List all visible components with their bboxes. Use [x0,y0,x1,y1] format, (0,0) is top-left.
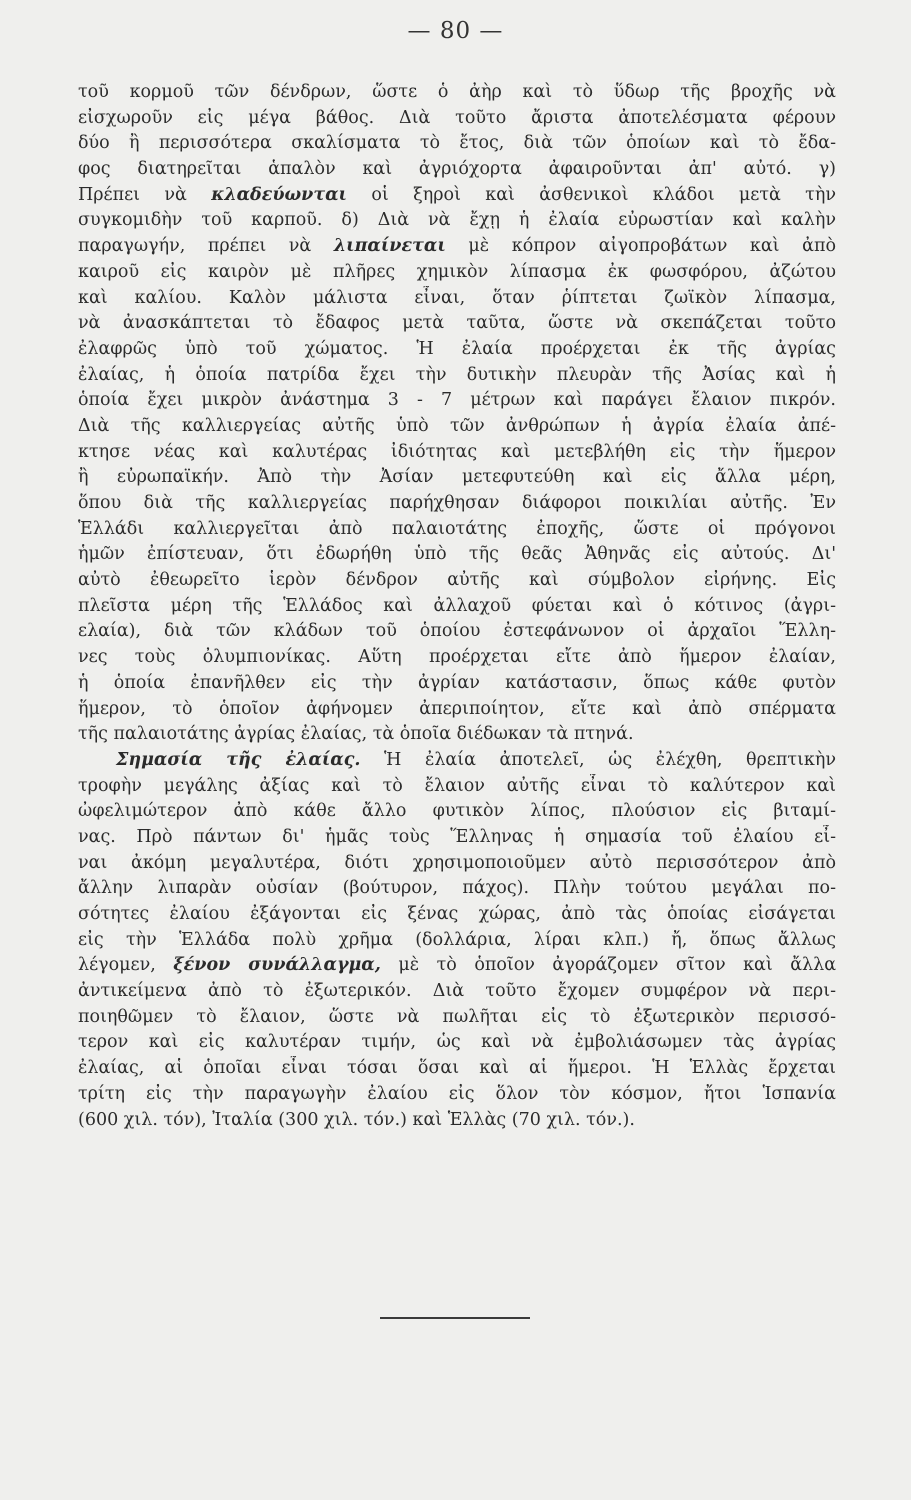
body-text [78,80,836,1133]
text-line [78,748,836,774]
text-line: ἐλαίας, αἱ ὁποῖαι εἶναι τόσαι ὅσαι καὶ αἱ ἥμεροι. Ἡ Ἑλλὰς ἔρχεται [78,1058,836,1079]
text-line: αὐτὸ ἐθεωρεῖτο ἱερὸν δένδρον αὐτῆς καὶ σύμβολον εἰρήνης. Εἰς [78,570,836,591]
text-line: νὰ ἀνασκάπτεται τὸ ἔδαφος μετὰ ταῦτα, ὥστε νὰ σκεπάζεται τοῦτο [78,313,836,334]
text-line: ἥμερον, τὸ ὁποῖον ἀφήνομεν ἀπεριποίητον, εἴτε καὶ ἀπὸ σπέρματα [78,698,836,719]
text-line: σότητες ἐλαίου ἐξάγονται εἰς ξένας χώρας, ἀπὸ τὰς ὁποίας εἰσάγεται [78,904,836,924]
text-segment: παραγωγήν, πρέπει νὰ [78,236,334,257]
emphasized-term: ξένον συνάλλαγμα, [173,955,381,976]
text-line: καιροῦ εἰς καιρὸν μὲ πλῆρες χημικὸν λίπασμα ἐκ φωσφόρου, ἀζώτου [78,261,836,282]
text-line: εἰς τὴν Ἑλλάδα πολὺ χρῆμα (δολλάρια, λίραι κλπ.) ἤ, ὅπως ἄλλως [78,929,836,950]
text-segment: Πρέπει νὰ [78,184,212,205]
text-line: τοῦ κορμοῦ τῶν δένδρων, ὥστε ὁ ἀὴρ καὶ τὸ ὕδωρ τῆς βροχῆς νὰ [78,82,836,102]
text-segment: οἱ ξηροὶ καὶ ἀσθενικοὶ κλάδοι μετὰ τὴν [347,184,836,205]
emphasized-term: Σημασία τῆς ἐλαίας. [116,749,361,770]
text-line: εἰσχωροῦν εἰς μέγα βάθος. Διὰ τοῦτο ἄριστα ἀποτελέσματα φέρουν [78,107,836,128]
paragraph-olive-cultivation [78,80,836,748]
text-line: ναι ἀκόμη μεγαλυτέρα, διότι χρησιμοποιοῦμεν αὐτὸ περισσότερον ἀπὸ [78,852,836,873]
paragraph-olive-importance [78,748,836,1133]
emphasized-term: κλαδεύωνται [211,184,348,205]
text-line: Διὰ τῆς καλλιεργείας αὐτῆς ὑπὸ τῶν ἀνθρώπων ἡ ἀγρία ἐλαία ἀπέ- [78,415,836,436]
text-line: Ἑλλάδι καλλιεργεῖται ἀπὸ παλαιοτάτης ἐποχῆς, ὥστε οἱ πρόγονοι [78,518,836,539]
text-line: νες τοὺς ὀλυμπιονίκας. Αὕτη προέρχεται εἴτε ἀπὸ ἥμερον ἐλαίαν, [78,647,836,668]
end-rule [380,1317,530,1319]
text-line: ὁποία ἔχει μικρὸν ἀνάστημα 3 - 7 μέτρων καὶ παράγει ἔλαιον πικρόν. [78,390,836,411]
text-line: τερον καὶ εἰς καλυτέραν τιμήν, ὡς καὶ νὰ ἐμβολιάσωμεν τὰς ἀγρίας [78,1032,836,1053]
text-line: ἐλαφρῶς ὑπὸ τοῦ χώματος. Ἡ ἐλαία προέρχεται ἐκ τῆς ἀγρίας [78,338,836,359]
text-line: φος διατηρεῖται ἁπαλὸν καὶ ἀγριόχορτα ἀφαιροῦνται ἀπ' αὐτό. γ) [78,159,836,180]
text-line: ἢ εὐρωπαϊκήν. Ἀπὸ τὴν Ἀσίαν μετεφυτεύθη καὶ εἰς ἄλλα μέρη, [78,467,836,488]
text-line: ἀντικείμενα ἀπὸ τὸ ἐξωτερικόν. Διὰ τοῦτο ἔχομεν συμφέρον νὰ περι- [78,981,836,1002]
text-segment: λέγομεν, [78,955,174,976]
text-line: ἡ ὁποία ἐπανῆλθεν εἰς τὴν ἀγρίαν κατάστασιν, ὅπως κάθε φυτὸν [78,672,836,693]
text-line: ὅπου διὰ τῆς καλλιεργείας παρήχθησαν διάφοροι ποικιλίαι αὐτῆς. Ἐν [78,493,836,513]
text-line: ελαία), διὰ τῶν κλάδων τοῦ ὁποίου ἐστεφάνωνον οἱ ἀρχαῖοι Ἕλλη- [78,621,836,642]
text-line: τροφὴν μεγάλης ἀξίας καὶ τὸ ἔλαιον αὐτῆς εἶναι τὸ καλύτερον καὶ [78,775,836,796]
text-line: δύο ἢ περισσότερα σκαλίσματα τὸ ἔτος, διὰ τῶν ὁποίων καὶ τὸ ἔδα- [78,133,836,154]
text-line: (600 χιλ. τόν), Ἰταλία (300 χιλ. τόν.) καὶ Ἑλλὰς (70 χιλ. τόν.). [78,1109,635,1130]
page-number: — 80 — [407,18,504,44]
text-line: συγκομιδὴν τοῦ καρποῦ. δ) Διὰ νὰ ἔχῃ ἡ ἐλαία εὐρωστίαν καὶ καλὴν [78,210,836,231]
text-line: ἄλλην λιπαρὰν οὐσίαν (βούτυρον, πάχος). Πλὴν τούτου μεγάλαι πο- [78,878,836,899]
text-line: τῆς παλαιοτάτης ἀγρίας ἐλαίας, τὰ ὁποῖα διέδωκαν τὰ πτηνά. [78,724,634,745]
text-segment: Ἡ ἐλαία ἀποτελεῖ, ὡς ἐλέχθη, θρεπτικὴν [360,749,836,770]
text-line: νας. Πρὸ πάντων δι' ἡμᾶς τοὺς Ἕλληνας ἡ σημασία τοῦ ἐλαίου εἶ- [78,826,836,847]
emphasized-term: λιπαίνεται [333,236,446,257]
text-segment: μὲ κόπρον αἰγοπροβάτων καὶ ἀπὸ [445,236,836,257]
text-line: ὠφελιμώτερον ἀπὸ κάθε ἄλλο φυτικὸν λίπος, πλούσιον εἰς βιταμί- [78,801,836,822]
text-line: ἐλαίας, ἡ ὁποία πατρίδα ἔχει τὴν δυτικὴν πλευρὰν τῆς Ἀσίας καὶ ἡ [78,364,836,385]
text-line [78,953,836,979]
text-line [78,183,836,209]
text-line: καὶ καλίου. Καλὸν μάλιστα εἶναι, ὅταν ῥίπτεται ζωϊκὸν λίπασμα, [78,287,836,308]
text-line: πλεῖστα μέρη τῆς Ἑλλάδος καὶ ἀλλαχοῦ φύεται καὶ ὁ κότινος (ἀγρι- [78,595,836,616]
text-line [78,234,836,260]
text-line: ποιηθῶμεν τὸ ἔλαιον, ὥστε νὰ πωλῆται εἰς τὸ ἐξωτερικὸν περισσό- [78,1006,836,1027]
text-segment: μὲ τὸ ὁποῖον ἀγοράζομεν σῖτον καὶ ἄλλα [380,955,836,976]
text-line: κτησε νέας καὶ καλυτέρας ἰδιότητας καὶ μετεβλήθη εἰς τὴν ἥμερον [78,441,836,462]
text-line: ἡμῶν ἐπίστευαν, ὅτι ἐδωρήθη ὑπὸ τῆς θεᾶς Ἀθηνᾶς εἰς αὐτούς. Δι' [78,544,836,565]
text-line: τρίτη εἰς τὴν παραγωγὴν ἐλαίου εἰς ὅλον τὸν κόσμον, ἤτοι Ἱσπανία [78,1083,836,1104]
